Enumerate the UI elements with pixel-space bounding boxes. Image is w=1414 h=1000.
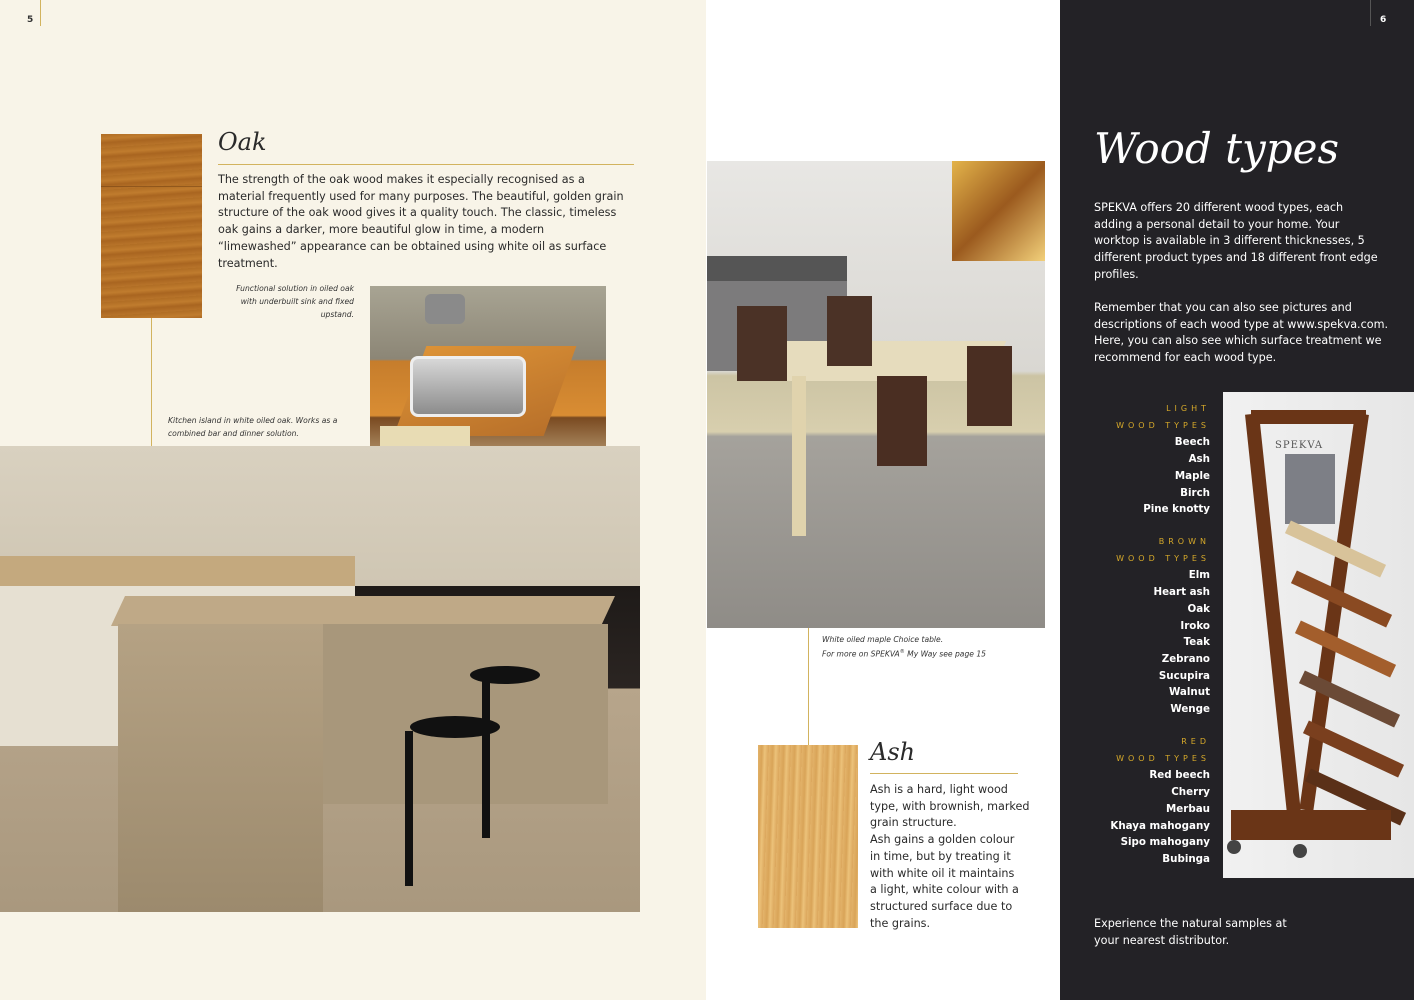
oak-title-rule (218, 164, 634, 165)
brown-wood-types-list (1116, 534, 1210, 718)
wood-type-item: Pine knotty (1143, 503, 1210, 516)
text-line: a light, white colour with a (870, 883, 1019, 897)
island-front-shape (118, 624, 323, 912)
wood-type-item: Red beech (1149, 769, 1210, 782)
wood-type-item: Oak (1187, 602, 1210, 615)
red-wood-types-list (1110, 734, 1210, 868)
wood-type-item: Sucupira (1158, 669, 1210, 682)
caption-text: For more on SPEKVA (822, 649, 900, 659)
wood-type-item: Ash (1188, 453, 1210, 466)
chair-shape (967, 346, 1012, 426)
text-line: with white oil it maintains (870, 866, 1015, 880)
sink-icon (410, 356, 526, 417)
text-line: worktop is available in 3 different thicknesses, 5 (1094, 234, 1365, 248)
toaster-icon (425, 294, 465, 324)
maple-table-photo (707, 161, 1045, 628)
caption-line: upstand. (320, 310, 354, 319)
wood-types-title: Wood types (1094, 124, 1340, 173)
sample-board (1295, 620, 1396, 677)
table-leg-shape (792, 376, 806, 536)
wood-type-item: Zebrano (1161, 652, 1210, 665)
wood-type-item: Walnut (1168, 686, 1210, 699)
text-line: structured surface due to (870, 899, 1013, 913)
caption-line: White oiled maple Choice table. (822, 635, 944, 644)
wheel-icon (1293, 844, 1307, 858)
caption-line: combined bar and dinner solution. (168, 429, 299, 438)
ash-wood-swatch (758, 745, 858, 928)
chair-shape (827, 296, 872, 366)
brochure-shape (1285, 454, 1335, 524)
chair-shape (737, 306, 787, 381)
wood-type-item: Iroko (1180, 619, 1210, 632)
group-heading: LIGHT (1166, 404, 1210, 413)
wood-types-website-note (1094, 300, 1394, 367)
oak-description: The strength of the oak wood makes it especially recognised as a material frequently used for many purposes. The beautiful, golden grain structure of the oak wood gives it a quality touch. The classic, timeless oak gains a darker, more beautiful glow in time, a modern “limewashed” appearance can be obtained using white oil as surface treatment. (218, 173, 624, 270)
page-number-left: 5 (27, 15, 34, 25)
wheel-icon (1227, 840, 1241, 854)
stool-seat-shape (470, 666, 540, 684)
rack-base (1231, 810, 1391, 840)
registered-mark: ® (899, 649, 905, 655)
text-line: Ash gains a golden colour (870, 833, 1015, 847)
caption-line (822, 646, 1052, 661)
text-line: your nearest distributor. (1094, 933, 1230, 947)
group-heading: WOOD TYPES (1116, 753, 1210, 763)
group-heading: WOOD TYPES (1116, 553, 1210, 563)
text-line: recommend for each wood type. (1094, 351, 1277, 365)
painting-shape (952, 161, 1045, 261)
group-heading: WOOD TYPES (1116, 420, 1210, 430)
wood-type-item: Wenge (1170, 703, 1210, 716)
caption-line: with underbuilt sink and fixed (240, 297, 354, 306)
hob-shape (707, 256, 847, 281)
text-line: grain structure. (870, 816, 957, 830)
maple-vertical-rule (808, 628, 809, 745)
text-line: the grains. (870, 916, 931, 930)
group-heading: BROWN (1158, 537, 1210, 546)
counter-top-shape (0, 556, 355, 586)
text-line: different product types and 18 different front edge (1094, 251, 1378, 265)
light-wood-types-list (1116, 401, 1210, 518)
wood-type-item: Heart ash (1153, 586, 1210, 599)
oak-vertical-rule (151, 318, 152, 446)
chair-shape (877, 376, 927, 466)
caption-line: Kitchen island in white oiled oak. Works as a (168, 416, 338, 425)
corner-sink-caption (200, 282, 354, 321)
wood-type-item: Sipo mahogany (1120, 836, 1210, 849)
sample-rack-photo (1223, 392, 1414, 878)
wood-types-intro (1094, 200, 1394, 284)
oak-title: Oak (218, 128, 267, 156)
page-number-right: 6 (1380, 15, 1387, 25)
rack-sign: SPEKVA (1275, 440, 1324, 451)
page-number-rule-right (1370, 0, 1371, 26)
group-heading: RED (1181, 737, 1210, 746)
wood-type-item: Beech (1174, 436, 1210, 449)
oak-wood-swatch (101, 134, 202, 318)
wood-type-item: Bubinga (1162, 852, 1210, 865)
island-caption (168, 414, 368, 440)
wood-type-item: Khaya mahogany (1110, 819, 1210, 832)
wood-type-item: Elm (1188, 569, 1210, 582)
text-line: type, with brownish, marked (870, 799, 1030, 813)
caption-line: Functional solution in oiled oak (236, 284, 354, 293)
wood-type-item: Merbau (1166, 802, 1210, 815)
island-top-shape (111, 596, 615, 626)
rack-frame-top (1251, 410, 1366, 424)
text-line: Here, you can also see which surface treatment we (1094, 334, 1382, 348)
ash-description (870, 782, 1040, 932)
ash-title: Ash (870, 738, 916, 766)
text-line: Ash is a hard, light wood (870, 783, 1008, 796)
wood-type-item: Maple (1174, 469, 1210, 482)
stool-leg-shape (405, 731, 413, 886)
stool-leg-shape (482, 678, 490, 838)
text-line: in time, but by treating it (870, 849, 1011, 863)
wood-type-item: Teak (1183, 636, 1210, 649)
text-line: profiles. (1094, 267, 1139, 281)
ash-title-rule (870, 773, 1018, 774)
wood-type-item: Cherry (1171, 786, 1210, 799)
text-line: SPEKVA offers 20 different wood types, each (1094, 201, 1344, 214)
text-line: descriptions of each wood type at www.spekva.com. (1094, 317, 1389, 331)
kitchen-island-photo (0, 446, 640, 912)
page-number-rule-left (40, 0, 41, 26)
text-line: adding a personal detail to your home. Your (1094, 217, 1340, 231)
island-side-shape (323, 624, 608, 804)
maple-caption (822, 633, 1052, 661)
distributor-note (1094, 916, 1394, 949)
caption-text: My Way see page 15 (904, 649, 987, 659)
text-line: Remember that you can also see pictures and (1094, 301, 1352, 314)
text-line: Experience the natural samples at (1094, 917, 1287, 930)
wood-type-item: Birch (1180, 486, 1210, 499)
